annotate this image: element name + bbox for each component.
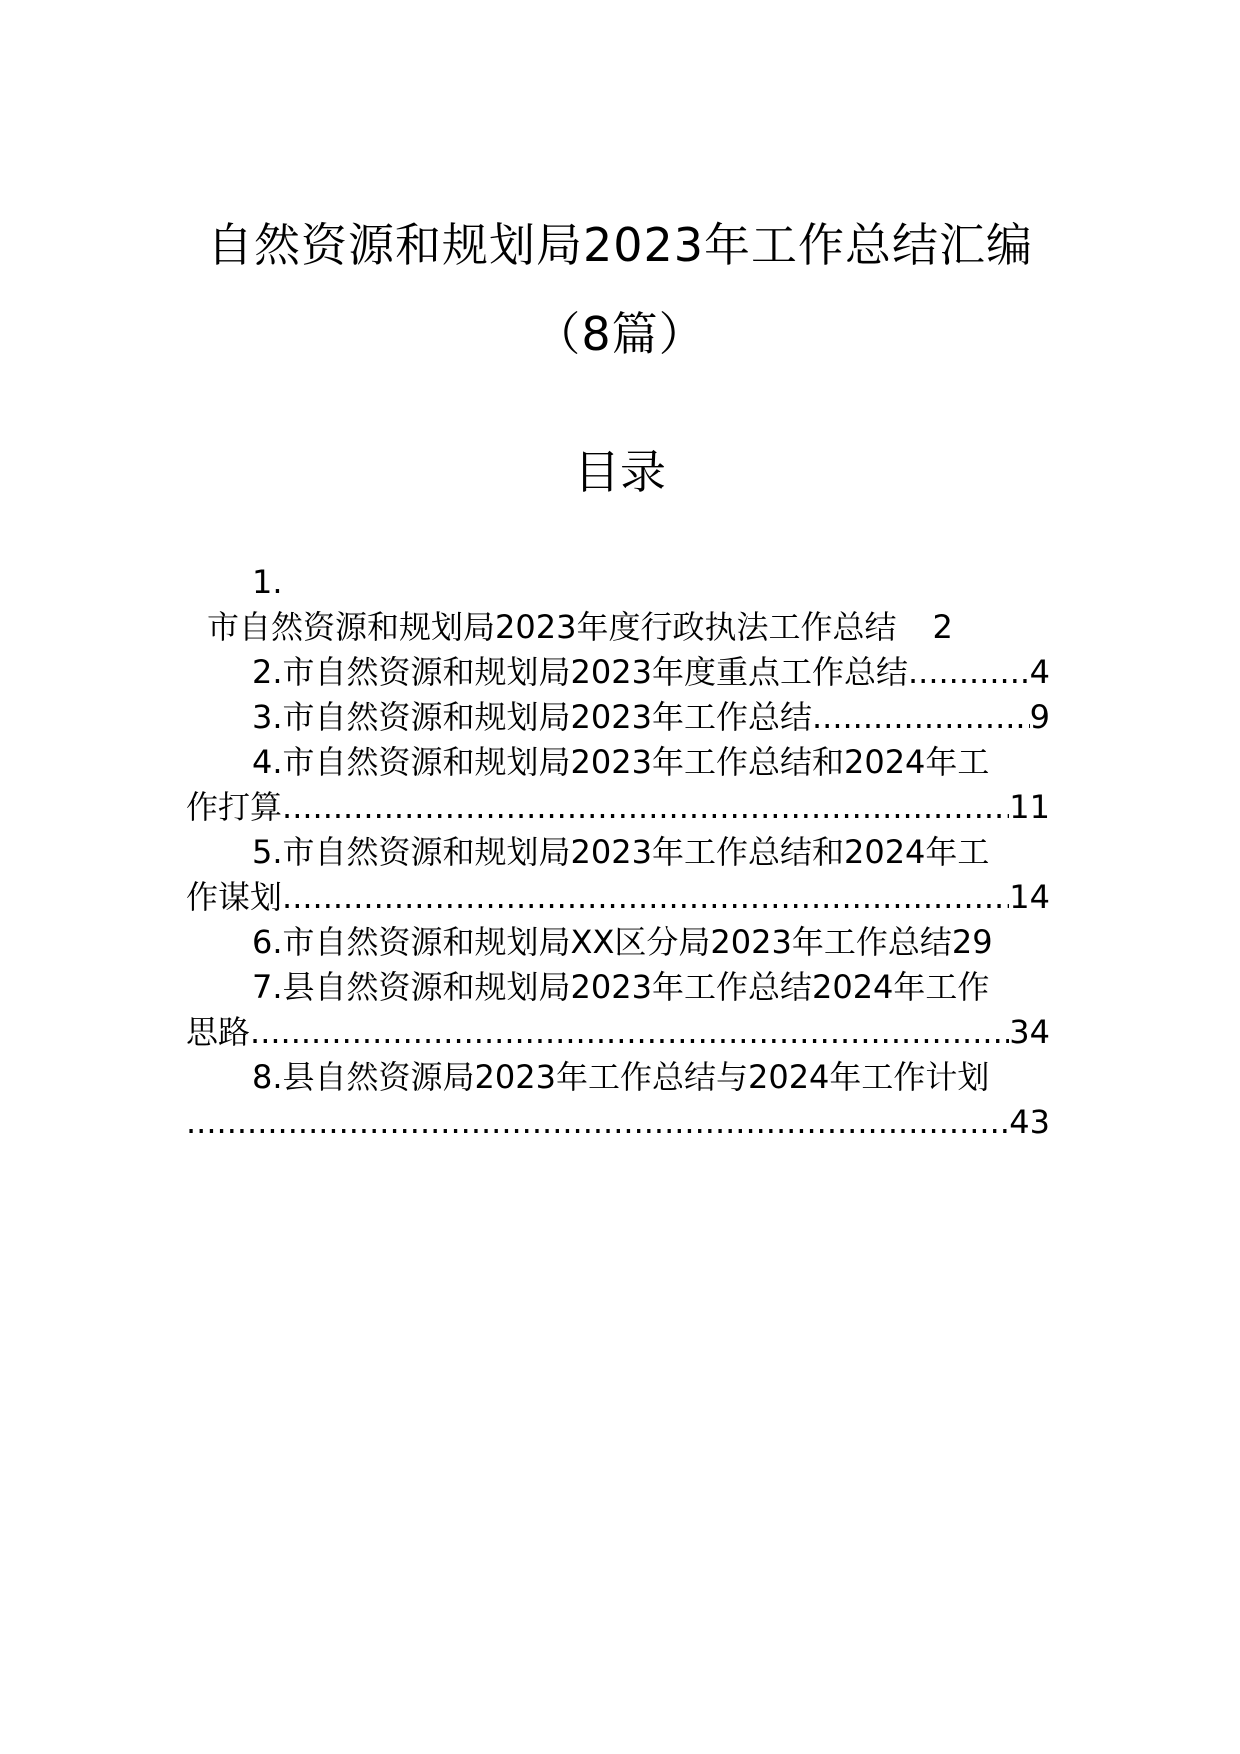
- toc-entry-5-line1[interactable]: 5.市自然资源和规划局2023年工作总结和2024年工: [252, 833, 990, 871]
- toc-entry-5[interactable]: [186, 875, 1050, 919]
- toc-entry-7-text: 思路: [186, 1013, 251, 1051]
- toc-entry-3-page: 9: [1029, 698, 1050, 736]
- toc-entry-2[interactable]: [252, 650, 1050, 694]
- document-title: 自然资源和规划局2023年工作总结汇编: [206, 218, 1034, 272]
- toc-entry-3[interactable]: [252, 695, 1050, 739]
- toc-entry-1-title[interactable]: [207, 605, 953, 649]
- toc-leader-dots: [282, 875, 1009, 919]
- toc-heading: 目录: [574, 445, 666, 499]
- toc-entry-7-page: 34: [1009, 1013, 1050, 1051]
- toc-entry-4-text: 作打算: [186, 788, 283, 826]
- toc-entry-8-line1[interactable]: 8.县自然资源局2023年工作总结与2024年工作计划: [252, 1058, 990, 1096]
- toc-leader-dots: [186, 1100, 1009, 1144]
- toc-entry-1-text: 市自然资源和规划局2023年度行政执法工作总结: [207, 608, 897, 646]
- toc-leader-dots: [908, 650, 1030, 694]
- toc-entry-8-page: 43: [1009, 1103, 1050, 1141]
- toc-entry-1-number: 1.: [252, 563, 283, 601]
- toc-leader-dots: [812, 695, 1030, 739]
- toc-entry-7-line1[interactable]: 7.县自然资源和规划局2023年工作总结2024年工作: [252, 968, 990, 1006]
- toc-entry-8[interactable]: [186, 1100, 1050, 1144]
- toc-entry-5-text: 作谋划: [186, 878, 283, 916]
- toc-entry-1-page: 2: [932, 608, 953, 646]
- toc-entry-4[interactable]: [186, 785, 1050, 829]
- toc-entry-6-page: 29: [951, 923, 993, 961]
- toc-entry-6[interactable]: [252, 920, 1050, 964]
- toc-entry-6-text: 6.市自然资源和规划局XX区分局2023年工作总结: [252, 923, 952, 961]
- toc-entry-4-line1[interactable]: 4.市自然资源和规划局2023年工作总结和2024年工: [252, 743, 990, 781]
- toc-entry-2-text: 2.市自然资源和规划局2023年度重点工作总结: [252, 653, 908, 691]
- toc-leader-dots: [282, 785, 1009, 829]
- toc-entry-7[interactable]: [186, 1010, 1050, 1054]
- toc-entry-2-page: 4: [1029, 653, 1050, 691]
- toc-entry-3-text: 3.市自然资源和规划局2023年工作总结: [252, 698, 812, 736]
- toc-leader-dots: [250, 1010, 1009, 1054]
- toc-entry-4-page: 11: [1009, 788, 1050, 826]
- document-subtitle: （8篇）: [534, 307, 706, 361]
- toc-entry-5-page: 14: [1009, 878, 1050, 916]
